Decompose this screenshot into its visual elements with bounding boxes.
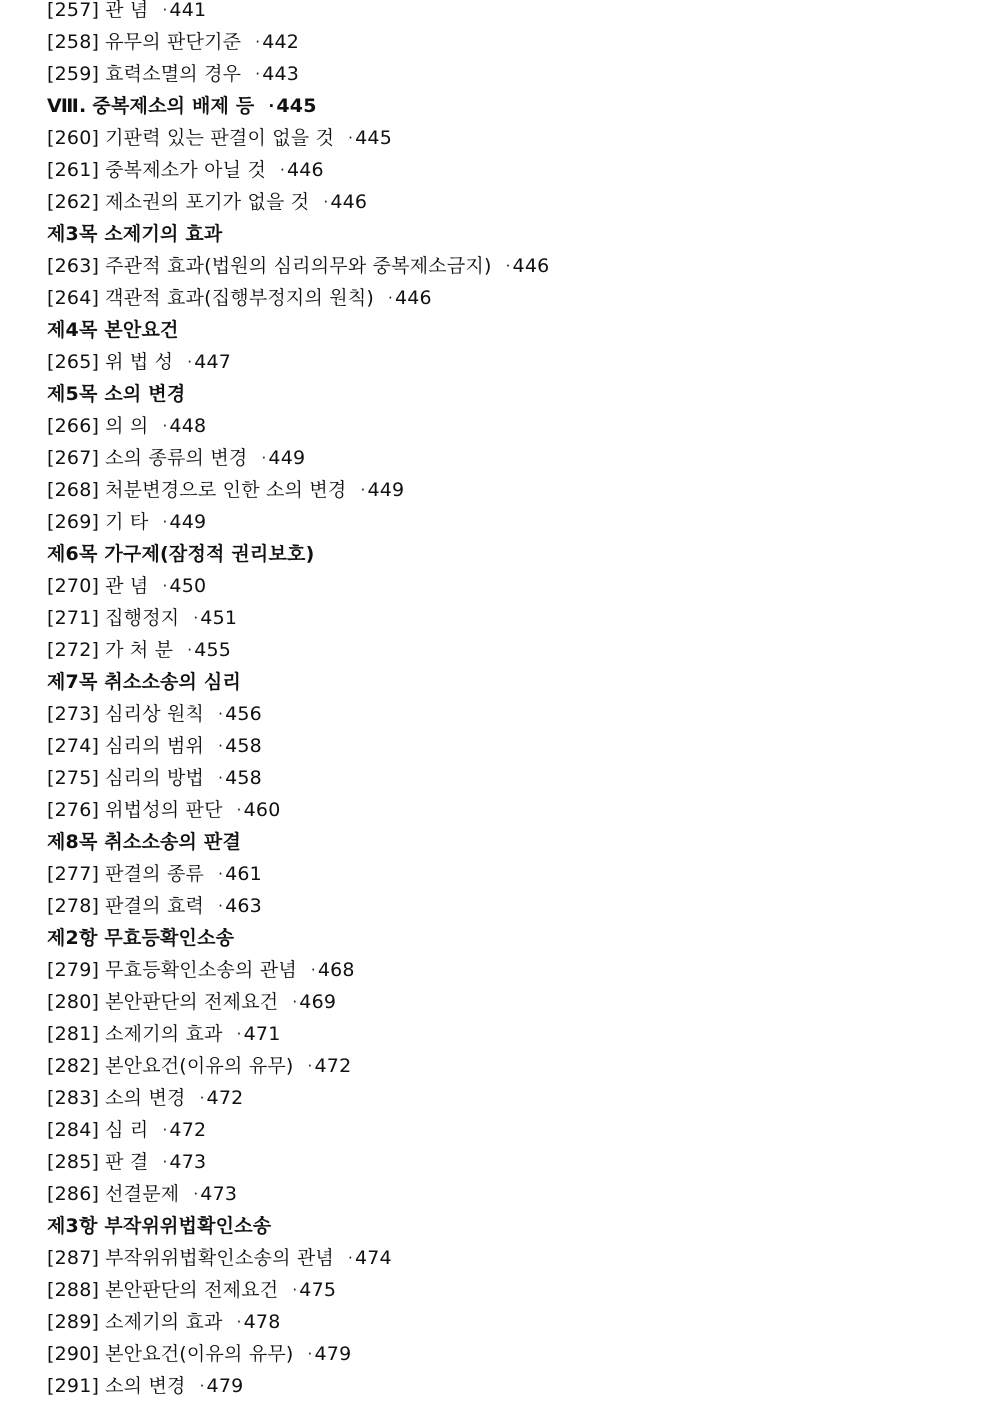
toc-entry xyxy=(47,1146,967,1178)
entry-title: 위 법 성 xyxy=(105,351,174,373)
entry-title: 중복제소의 배제 등 xyxy=(92,95,255,117)
entry-number: [282] xyxy=(47,1055,100,1077)
entry-number: [272] xyxy=(47,639,100,661)
entry-number: [276] xyxy=(47,799,100,821)
leader-dot: · xyxy=(218,769,224,787)
entry-page-number: 456 xyxy=(225,703,262,725)
leader-dot: · xyxy=(310,961,316,979)
entry-page-number: 446 xyxy=(512,255,550,277)
leader-dot: · xyxy=(292,993,298,1011)
entry-number: [267] xyxy=(47,447,100,469)
leader-dot: · xyxy=(218,865,224,883)
leader-dot: · xyxy=(218,737,224,755)
entry-page-number: 450 xyxy=(169,575,207,597)
toc-entry xyxy=(47,506,967,538)
entry-title: 소의 변경 xyxy=(105,1375,186,1397)
entry-title: 본안요건(이유의 유무) xyxy=(105,1055,294,1077)
entry-page-number: 458 xyxy=(225,735,262,757)
toc-entry xyxy=(47,282,967,314)
entry-number: [258] xyxy=(47,31,100,53)
toc-entry xyxy=(47,1306,967,1338)
entry-number: [264] xyxy=(47,287,100,309)
toc-entry xyxy=(47,186,967,218)
toc-heading xyxy=(47,538,967,570)
toc-entry xyxy=(47,634,967,666)
entry-title: 소의 종류의 변경 xyxy=(105,447,248,469)
entry-number: [288] xyxy=(47,1279,100,1301)
toc-heading xyxy=(47,378,967,410)
entry-page-number: 449 xyxy=(367,479,405,501)
leader-dot: · xyxy=(307,1345,313,1363)
entry-page-number: 455 xyxy=(194,639,232,661)
entry-title: 집행정지 xyxy=(105,607,180,629)
entry-page-number: 442 xyxy=(262,31,300,53)
leader-dot: · xyxy=(280,161,285,179)
toc-heading xyxy=(47,826,967,858)
toc-entry xyxy=(47,1082,967,1114)
entry-page-number: 479 xyxy=(314,1343,352,1365)
entry-page-number: 460 xyxy=(243,799,281,821)
toc-heading xyxy=(47,218,967,250)
entry-page-number: 471 xyxy=(243,1023,281,1045)
entry-title: 심리의 범위 xyxy=(105,735,205,757)
entry-title: 소제기의 효과 xyxy=(105,1023,223,1045)
entry-number: [290] xyxy=(47,1343,100,1365)
entry-number: [279] xyxy=(47,959,100,981)
entry-page-number: 449 xyxy=(268,447,306,469)
entry-title: 의 의 xyxy=(105,415,149,437)
toc-heading xyxy=(47,666,967,698)
toc-entry xyxy=(47,1242,967,1274)
toc-entry xyxy=(47,0,967,26)
table-of-contents xyxy=(47,0,967,1402)
entry-number: [257] xyxy=(47,0,100,21)
entry-page-number: 451 xyxy=(200,607,238,629)
entry-title: 객관적 효과(집행부정지의 원칙) xyxy=(105,287,375,309)
toc-heading xyxy=(47,314,967,346)
entry-number: [271] xyxy=(47,607,100,629)
entry-number: [269] xyxy=(47,511,100,533)
entry-title: 무효등확인소송의 관념 xyxy=(105,959,297,981)
leader-dot: · xyxy=(162,1121,168,1139)
leader-dot: · xyxy=(187,353,193,371)
toc-entry xyxy=(47,1178,967,1210)
entry-page-number: 463 xyxy=(225,895,262,917)
entry-title: 소의 변경 xyxy=(105,1087,186,1109)
entry-title: 효력소멸의 경우 xyxy=(105,63,242,85)
leader-dot: · xyxy=(236,801,242,819)
entry-title: 판 결 xyxy=(105,1151,149,1173)
leader-dot: · xyxy=(162,1,168,19)
entry-number: [281] xyxy=(47,1023,100,1045)
leader-dot: · xyxy=(323,193,329,211)
leader-dot: · xyxy=(388,289,393,307)
entry-page-number: 441 xyxy=(169,0,207,21)
entry-title: 제2항 무효등확인소송 xyxy=(47,927,235,949)
entry-number: [268] xyxy=(47,479,100,501)
leader-dot: · xyxy=(162,1153,168,1171)
entry-number: Ⅷ. xyxy=(47,95,87,117)
entry-page-number: 448 xyxy=(169,415,207,437)
entry-title: 제3항 부작위위법확인소송 xyxy=(47,1215,272,1237)
toc-entry xyxy=(47,986,967,1018)
toc-entry xyxy=(47,602,967,634)
leader-dot: · xyxy=(261,449,267,467)
entry-title: 본안판단의 전제요건 xyxy=(105,991,279,1013)
leader-dot: · xyxy=(292,1281,298,1299)
leader-dot: · xyxy=(360,481,366,499)
toc-entry xyxy=(47,730,967,762)
entry-page-number: 473 xyxy=(200,1183,238,1205)
entry-title: 심리의 방법 xyxy=(105,767,205,789)
toc-entry xyxy=(47,58,967,90)
leader-dot: · xyxy=(307,1057,313,1075)
toc-entry xyxy=(47,858,967,890)
entry-title: 위법성의 판단 xyxy=(105,799,223,821)
entry-page-number: 473 xyxy=(169,1151,207,1173)
leader-dot: · xyxy=(255,65,261,83)
toc-entry xyxy=(47,570,967,602)
entry-number: [270] xyxy=(47,575,100,597)
entry-title: 기 타 xyxy=(105,511,149,533)
entry-number: [262] xyxy=(47,191,100,213)
toc-entry xyxy=(47,410,967,442)
entry-page-number: 446 xyxy=(394,287,432,309)
entry-page-number: 449 xyxy=(169,511,207,533)
toc-heading xyxy=(47,1210,967,1242)
entry-page-number: 472 xyxy=(314,1055,352,1077)
toc-entry xyxy=(47,1274,967,1306)
leader-dot: · xyxy=(162,513,168,531)
entry-title: 제5목 소의 변경 xyxy=(47,383,186,405)
entry-page-number: 472 xyxy=(169,1119,207,1141)
leader-dot: · xyxy=(218,705,224,723)
entry-number: [274] xyxy=(47,735,100,757)
entry-number: [260] xyxy=(47,127,100,149)
leader-dot: · xyxy=(236,1313,242,1331)
entry-number: [291] xyxy=(47,1375,100,1397)
toc-entry xyxy=(47,1018,967,1050)
entry-page-number: 443 xyxy=(262,63,300,85)
entry-page-number: 445 xyxy=(276,95,317,117)
toc-entry xyxy=(47,1114,967,1146)
leader-dot: · xyxy=(199,1377,205,1395)
entry-title: 판결의 종류 xyxy=(105,863,205,885)
entry-title: 제6목 가구제(잠정적 권리보호) xyxy=(47,543,315,565)
toc-entry xyxy=(47,154,967,186)
entry-number: [261] xyxy=(47,159,100,181)
entry-title: 제7목 취소소송의 심리 xyxy=(47,671,242,693)
entry-title: 부작위위법확인소송의 관념 xyxy=(105,1247,334,1269)
entry-page-number: 478 xyxy=(243,1311,281,1333)
entry-title: 처분변경으로 인한 소의 변경 xyxy=(105,479,347,501)
entry-title: 제3목 소제기의 효과 xyxy=(47,223,223,245)
entry-number: [273] xyxy=(47,703,100,725)
leader-dot: · xyxy=(505,257,511,275)
toc-entry xyxy=(47,26,967,58)
toc-entry xyxy=(47,794,967,826)
entry-title: 본안판단의 전제요건 xyxy=(105,1279,279,1301)
entry-title: 소제기의 효과 xyxy=(105,1311,223,1333)
toc-entry xyxy=(47,762,967,794)
toc-entry xyxy=(47,346,967,378)
toc-entry xyxy=(47,890,967,922)
entry-number: [278] xyxy=(47,895,100,917)
entry-title: 선결문제 xyxy=(105,1183,180,1205)
leader-dot: · xyxy=(268,97,275,115)
leader-dot: · xyxy=(193,1185,199,1203)
entry-page-number: 475 xyxy=(299,1279,337,1301)
entry-number: [265] xyxy=(47,351,100,373)
entry-title: 본안요건(이유의 유무) xyxy=(105,1343,294,1365)
entry-number: [280] xyxy=(47,991,100,1013)
leader-dot: · xyxy=(187,641,193,659)
entry-number: [289] xyxy=(47,1311,100,1333)
entry-number: [259] xyxy=(47,63,100,85)
leader-dot: · xyxy=(255,33,261,51)
toc-entry xyxy=(47,122,967,154)
entry-page-number: 461 xyxy=(225,863,262,885)
entry-title: 주관적 효과(법원의 심리의무와 중복제소금지) xyxy=(105,255,492,277)
leader-dot: · xyxy=(193,609,199,627)
leader-dot: · xyxy=(347,1249,353,1267)
entry-title: 중복제소가 아닐 것 xyxy=(105,159,267,181)
toc-entry xyxy=(47,698,967,730)
leader-dot: · xyxy=(162,577,168,595)
entry-number: [285] xyxy=(47,1151,100,1173)
entry-number: [283] xyxy=(47,1087,100,1109)
entry-page-number: 445 xyxy=(355,127,392,149)
entry-title: 제소권의 포기가 없을 것 xyxy=(105,191,310,213)
leader-dot: · xyxy=(162,417,168,435)
entry-title: 제4목 본안요건 xyxy=(47,319,179,341)
toc-entry xyxy=(47,954,967,986)
entry-page-number: 446 xyxy=(330,191,368,213)
toc-entry xyxy=(47,474,967,506)
entry-page-number: 474 xyxy=(354,1247,392,1269)
entry-title: 관 념 xyxy=(105,575,149,597)
entry-number: [277] xyxy=(47,863,100,885)
entry-page-number: 447 xyxy=(194,351,232,373)
entry-number: [266] xyxy=(47,415,100,437)
entry-number: [263] xyxy=(47,255,100,277)
entry-number: [284] xyxy=(47,1119,100,1141)
entry-title: 제8목 취소소송의 판결 xyxy=(47,831,242,853)
leader-dot: · xyxy=(348,129,354,147)
entry-number: [286] xyxy=(47,1183,100,1205)
entry-page-number: 468 xyxy=(317,959,355,981)
entry-page-number: 446 xyxy=(286,159,324,181)
entry-title: 기판력 있는 판결이 없을 것 xyxy=(105,127,335,149)
entry-title: 심리상 원칙 xyxy=(105,703,205,725)
entry-page-number: 458 xyxy=(225,767,262,789)
leader-dot: · xyxy=(199,1089,205,1107)
entry-title: 판결의 효력 xyxy=(105,895,205,917)
toc-entry xyxy=(47,250,967,282)
entry-page-number: 469 xyxy=(299,991,337,1013)
entry-title: 유무의 판단기준 xyxy=(105,31,242,53)
entry-title: 관 념 xyxy=(105,0,149,21)
toc-entry xyxy=(47,1338,967,1370)
entry-number: [275] xyxy=(47,767,100,789)
toc-heading xyxy=(47,90,967,122)
toc-entry xyxy=(47,1370,967,1402)
toc-entry xyxy=(47,1050,967,1082)
entry-number: [287] xyxy=(47,1247,100,1269)
entry-title: 가 처 분 xyxy=(105,639,174,661)
leader-dot: · xyxy=(218,897,224,915)
entry-page-number: 479 xyxy=(206,1375,244,1397)
entry-title: 심 리 xyxy=(105,1119,149,1141)
leader-dot: · xyxy=(236,1025,242,1043)
toc-heading xyxy=(47,922,967,954)
entry-page-number: 472 xyxy=(206,1087,244,1109)
toc-entry xyxy=(47,442,967,474)
